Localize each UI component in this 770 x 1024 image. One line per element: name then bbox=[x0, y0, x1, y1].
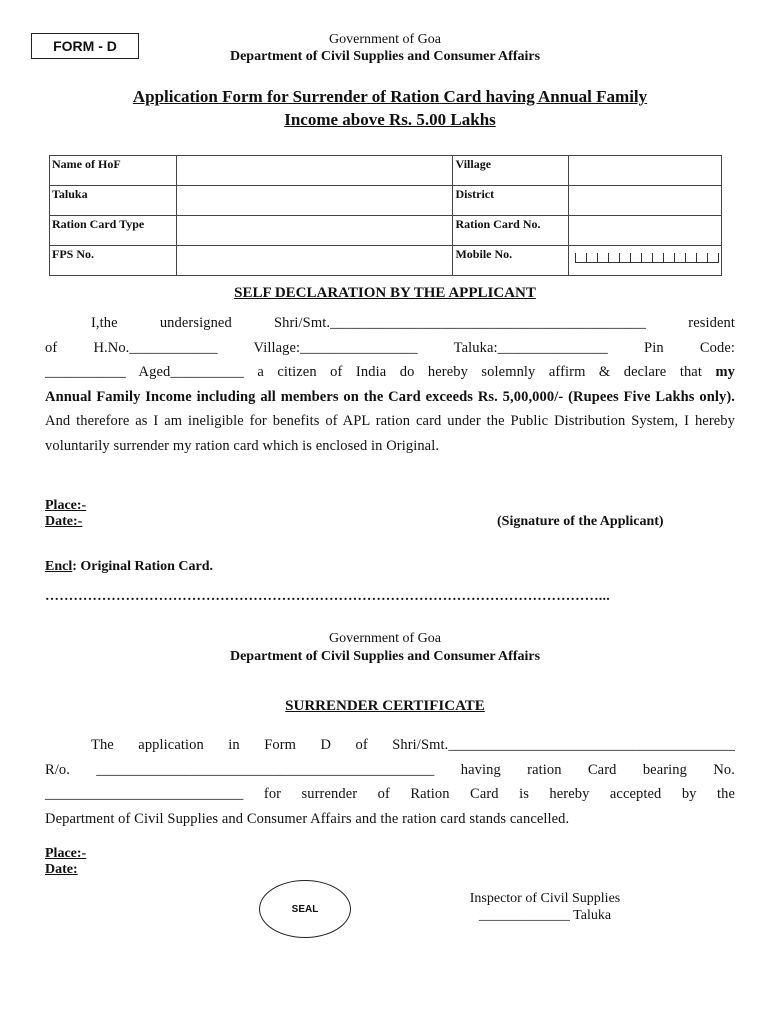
certificate-date-label: Date: bbox=[45, 862, 78, 877]
declaration-line1: I,the undersigned Shri/Smt.___________________________________________ resident bbox=[91, 315, 735, 331]
ration-card-no-field[interactable] bbox=[569, 216, 722, 246]
table-row bbox=[50, 186, 722, 216]
form-title-line1: Application Form for Surrender of Ration Card having Annual Family bbox=[132, 87, 648, 106]
declaration-line3 bbox=[45, 360, 735, 385]
declaration-line2: of H.No.____________ Village:________________ Taluka:_______________ Pin Code: bbox=[45, 339, 735, 356]
mobile-no-label: Mobile No. bbox=[453, 246, 569, 276]
certificate-heading: SURRENDER CERTIFICATE bbox=[285, 698, 485, 714]
seal-stamp-area: SEAL bbox=[259, 880, 351, 938]
applicant-info-table bbox=[49, 155, 722, 276]
district-label: District bbox=[453, 186, 569, 216]
ration-card-type-field[interactable] bbox=[177, 216, 453, 246]
government-title: Government of Goa bbox=[329, 32, 441, 47]
certificate-government: Government of Goa bbox=[329, 631, 441, 646]
department-title: Department of Civil Supplies and Consumer Affairs bbox=[229, 49, 541, 64]
declaration-line3-bold: my bbox=[715, 364, 735, 380]
taluka-label: Taluka bbox=[50, 186, 177, 216]
table-row bbox=[50, 246, 722, 276]
place-label: Place:- bbox=[45, 498, 87, 513]
cut-line: ………………………………………………………………………………………………………... bbox=[45, 589, 610, 604]
form-title-line2: Income above Rs. 5.00 Lakhs bbox=[284, 110, 496, 129]
encl-text: : Original Ration Card. bbox=[72, 559, 214, 574]
mobile-no-field[interactable] bbox=[569, 246, 722, 276]
declaration-rest: And therefore as I am ineligible for benefits of APL ration card under the Public Distribution System, I hereby voluntarily surrender my ration card which is enclosed in Original. bbox=[45, 413, 735, 454]
taluka-field[interactable] bbox=[177, 186, 453, 216]
name-of-hof-field[interactable] bbox=[177, 156, 453, 186]
ration-card-type-label: Ration Card Type bbox=[50, 216, 177, 246]
name-of-hof-label: Name of HoF bbox=[50, 156, 177, 186]
district-field[interactable] bbox=[569, 186, 722, 216]
declaration-body bbox=[45, 311, 735, 458]
fps-no-field[interactable] bbox=[177, 246, 453, 276]
certificate-line1: The application in Form D of Shri/Smt._______________________________________ bbox=[91, 737, 735, 753]
certificate-line4: Department of Civil Supplies and Consumer Affairs and the ration card stands cancelled. bbox=[45, 810, 570, 827]
certificate-department: Department of Civil Supplies and Consumer Affairs bbox=[229, 649, 541, 664]
signature-label: (Signature of the Applicant) bbox=[497, 514, 664, 529]
village-label: Village bbox=[453, 156, 569, 186]
village-field[interactable] bbox=[569, 156, 722, 186]
inspector-taluka: _____________ Taluka bbox=[478, 908, 612, 923]
mobile-digit-boxes[interactable] bbox=[575, 253, 719, 263]
date-label: Date:- bbox=[45, 514, 83, 529]
certificate-place-label: Place:- bbox=[45, 846, 87, 861]
certificate-line2: R/o. ______________________________________________ having ration Card bearing No. bbox=[45, 761, 735, 778]
declaration-heading: SELF DECLARATION BY THE APPLICANT bbox=[234, 285, 536, 301]
table-row bbox=[50, 216, 722, 246]
fps-no-label: FPS No. bbox=[50, 246, 177, 276]
table-row bbox=[50, 156, 722, 186]
declaration-line3-text: ___________ Aged__________ a citizen of India do hereby solemnly affirm & declare that bbox=[45, 364, 716, 380]
enclosure-note bbox=[45, 558, 213, 575]
declaration-paragraph bbox=[45, 385, 735, 459]
ration-card-no-label: Ration Card No. bbox=[453, 216, 569, 246]
certificate-body bbox=[45, 733, 735, 831]
encl-label: Encl bbox=[45, 559, 73, 574]
certificate-line3: ___________________________ for surrender of Ration Card is hereby accepted by the bbox=[45, 786, 735, 802]
income-statement: Annual Family Income including all members on the Card exceeds Rs. 5,00,000/- (Rupees Five Lakhs only). bbox=[45, 388, 735, 405]
inspector-title: Inspector of Civil Supplies bbox=[469, 891, 621, 906]
form-badge: FORM - D bbox=[31, 33, 139, 59]
